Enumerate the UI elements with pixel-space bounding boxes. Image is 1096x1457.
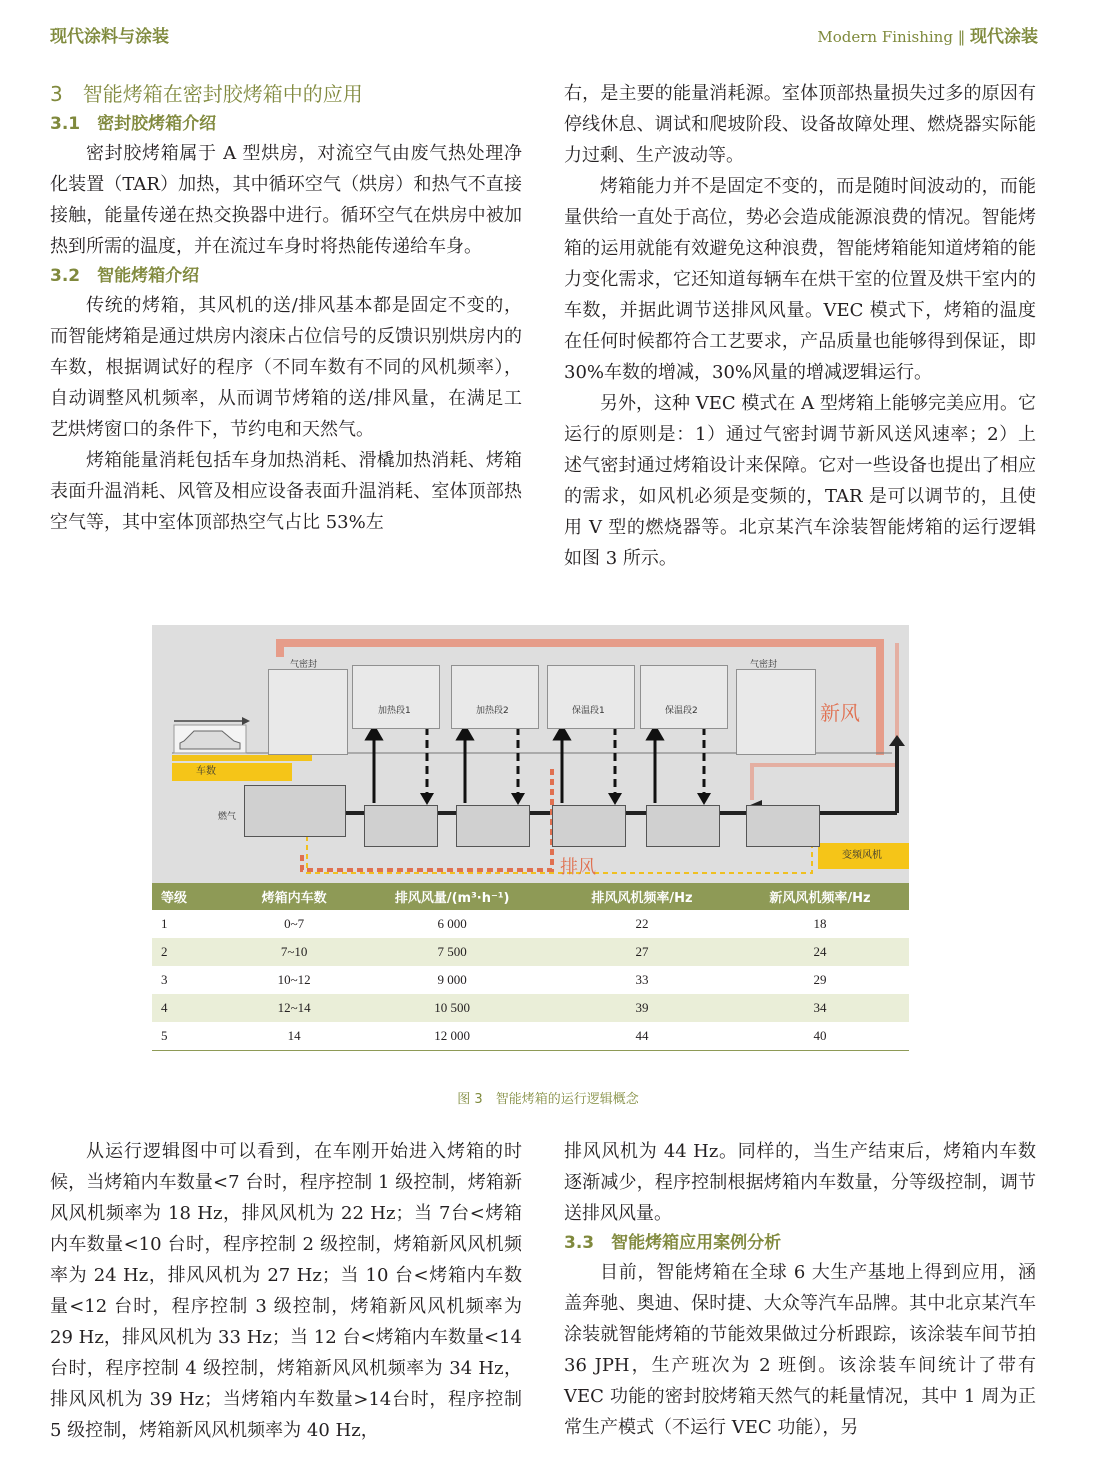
- journal-title-latin: Modern Finishing: [817, 28, 953, 46]
- paragraph: 右，是主要的能量消耗源。室体顶部热量损失过多的原因有停线休息、调试和爬坡阶段、设备故障处理、燃烧器实际能力过剩、生产波动等。: [564, 83, 1036, 166]
- paragraph: 从运行逻辑图中可以看到，在车刚开始进入烤箱的时候，当烤箱内车数量<7 台时，程序控制 1 级控制，烤箱新风风机频率为 18 Hz，排风风机为 22 Hz；当 7台<烤箱内车数量<10 台时，程序控制 2 级控制，烤箱新风风机频率为 24 Hz，排风风机为 27 Hz；当 10 台<烤箱内车数量<12 台时，程序控制 3 级控制，烤箱新风风机频率为 29 Hz，排风风机为 33 Hz；当 12 台<烤箱内车数量<14 台时，程序控制 4 级控制，烤箱新风风机频率为 34 Hz，排风风机为 39 Hz；当烤箱内车数量>14台时，程序控制 5 级控制，烤箱新风风机频率为 40 Hz，: [50, 1141, 522, 1441]
- air-seal-right-label: 气密封: [750, 660, 778, 670]
- paragraph: 密封胶烤箱属于 A 型烘房，对流空气由废气热处理净化装置（TAR）加热，其中循环空气（烘房）和热气不直接接触，能量传递在热交换器中进行。循环空气在烘房中被加热到所需的温度，并在流过车身时将热能传递给车身。: [50, 143, 522, 257]
- car-count-label: 车数: [172, 763, 292, 781]
- table-cell: 33: [635, 972, 649, 987]
- air-seal-left-chamber: [268, 669, 348, 755]
- table-row: [152, 994, 909, 1022]
- air-seal-left-label: 气密封: [290, 660, 318, 670]
- section-3-2-title: 3.2 智能烤箱介绍: [50, 266, 200, 286]
- lower-left-column: [50, 1136, 522, 1446]
- table-cell: 1: [161, 916, 168, 931]
- table-cell: 0~7: [284, 916, 305, 931]
- vf-fan-label: 变频风机: [818, 843, 909, 869]
- paragraph: 烤箱能力并不是固定不变的，而是随时间波动的，而能量供给一直处于高位，势必会造成能源浪费的情况。智能烤箱的运用就能有效避免这种浪费，智能烤箱能知道烤箱的能力变化需求，它还知道每辆车在烘干室的位置及烘干室内的车数，并据此调节送排风风量。VEC 模式下，烤箱的温度在任何时候都符合工艺要求，产品质量也能够得到保证，即 30%车数的增减，30%风量的增减逻辑运行。: [564, 176, 1036, 383]
- paragraph: 烤箱能量消耗包括车身加热消耗、滑橇加热消耗、烤箱表面升温消耗、风管及相应设备表面升温消耗、室体顶部热空气等，其中室体顶部热空气占比 53%左: [50, 450, 522, 533]
- table-cell: 27: [553, 938, 731, 966]
- paragraph: 排风风机为 44 Hz。同样的，当生产结束后，烤箱内车数逐渐减少，程序控制根据烤箱内车数量，分等级控制，调节送排风风量。: [564, 1141, 1036, 1224]
- table-cell: 6 000: [437, 916, 467, 931]
- section-3-title: 3 智能烤箱在密封胶烤箱中的应用: [50, 82, 363, 106]
- table-cell: 5: [152, 1022, 237, 1051]
- keep-section-2: [640, 665, 728, 729]
- heat-section-1-label: 加热段1: [378, 706, 411, 716]
- section-3-1-title: 3.1 密封胶烤箱介绍: [50, 114, 217, 134]
- table-header-cell: 排风风机频率/Hz: [553, 883, 731, 910]
- table-cell: 10 500: [351, 994, 553, 1022]
- fresh-air-fan-unit: [746, 805, 820, 847]
- table-cell: 39: [553, 994, 731, 1022]
- lower-right-column: [564, 1136, 1036, 1443]
- fan-unit-3: [552, 805, 626, 847]
- fan-unit-4: [646, 805, 720, 847]
- table-row: [152, 1022, 909, 1051]
- paragraph: 另外，这种 VEC 模式在 A 型烤箱上能够完美应用。它运行的原则是：1）通过气密封调节新风送风速率；2）上述气密封通过烤箱设计来保障。它对一些设备也提出了相应的需求，如风机必须是变频的，TAR 是可以调节的，且使用 V 型的燃烧器等。北京某汽车涂装智能烤箱的运行逻辑如图 3 所示。: [564, 393, 1036, 569]
- table-cell: 34: [731, 994, 909, 1022]
- table-cell: 14: [237, 1022, 351, 1051]
- keep-section-2-label: 保温段2: [665, 706, 698, 716]
- table-cell: 2: [152, 938, 237, 966]
- table-row: [152, 938, 909, 966]
- table-cell: 29: [813, 972, 827, 987]
- fan-unit-2: [456, 805, 530, 847]
- table-cell: 22: [635, 916, 649, 931]
- paragraph: 传统的烤箱，其风机的送/排风基本都是固定不变的，而智能烤箱是通过烘房内滚床占位信号的反馈识别烘房内的车数，根据调试好的程序（不同车数有不同的风机频率），自动调整风机频率，从而调节烤箱的送/排风量，在满足工艺烘烤窗口的条件下，节约电和天然气。: [50, 295, 522, 440]
- upper-right-column: [564, 78, 1036, 574]
- table-cell: 44: [553, 1022, 731, 1051]
- table-header-cell: 等级: [152, 883, 237, 910]
- paragraph: 目前，智能烤箱在全球 6 大生产基地上得到应用，涵盖奔驰、奥迪、保时捷、大众等汽车品牌。其中北京某汽车涂装就智能烤箱的节能效果做过分析跟踪，该涂装车间节拍 36 JPH，生产班次为 2 班倒。该涂装车间统计了带有 VEC 功能的密封胶烤箱天然气的耗量情况，其中 1 周为正常生产模式（不运行 VEC 功能），另: [564, 1262, 1036, 1438]
- tar-burner-unit: [244, 785, 346, 837]
- journal-title-separator: ‖: [957, 28, 966, 46]
- heat-section-1: [352, 665, 440, 729]
- air-seal-right-chamber: [736, 669, 816, 755]
- table-cell: 24: [731, 938, 909, 966]
- oven-logic-diagram: [152, 625, 909, 883]
- table-cell: 7 500: [351, 938, 553, 966]
- table-header-cell: 烤箱内车数: [237, 883, 351, 910]
- keep-section-1-label: 保温段1: [572, 706, 605, 716]
- fan-unit-1: [364, 805, 438, 847]
- exhaust-label: 排风: [560, 857, 596, 878]
- table-cell: 4: [152, 994, 237, 1022]
- table-cell: 3: [161, 972, 168, 987]
- table-cell: 7~10: [237, 938, 351, 966]
- table-row: [152, 910, 909, 938]
- table-cell: 18: [813, 916, 827, 931]
- table-cell: 12~14: [237, 994, 351, 1022]
- table-header-row: [152, 883, 909, 910]
- heat-section-2-label: 加热段2: [476, 706, 509, 716]
- table-cell: 12 000: [351, 1022, 553, 1051]
- table-header-cell: 新风风机频率/Hz: [731, 883, 909, 910]
- section-3-3-title: 3.3 智能烤箱应用案例分析: [564, 1233, 782, 1253]
- gas-label: 燃气: [218, 812, 237, 822]
- table-cell: 40: [731, 1022, 909, 1051]
- table-cell: 9 000: [437, 972, 467, 987]
- figure-caption: 图 3 智能烤箱的运行逻辑概念: [457, 1092, 639, 1107]
- level-control-table: [152, 883, 909, 1051]
- journal-title-left: 现代涂料与涂装: [50, 27, 169, 47]
- heat-section-2: [451, 665, 539, 729]
- upper-left-column: [50, 78, 522, 538]
- journal-title-right: [817, 22, 1038, 47]
- keep-section-1: [547, 665, 635, 729]
- table-cell: 10~12: [277, 972, 311, 987]
- fresh-air-label: 新风: [820, 701, 860, 725]
- journal-title-cn: 现代涂装: [970, 27, 1038, 47]
- table-row: [152, 966, 909, 994]
- table-header-cell: 排风风量/(m³·h⁻¹): [351, 883, 553, 910]
